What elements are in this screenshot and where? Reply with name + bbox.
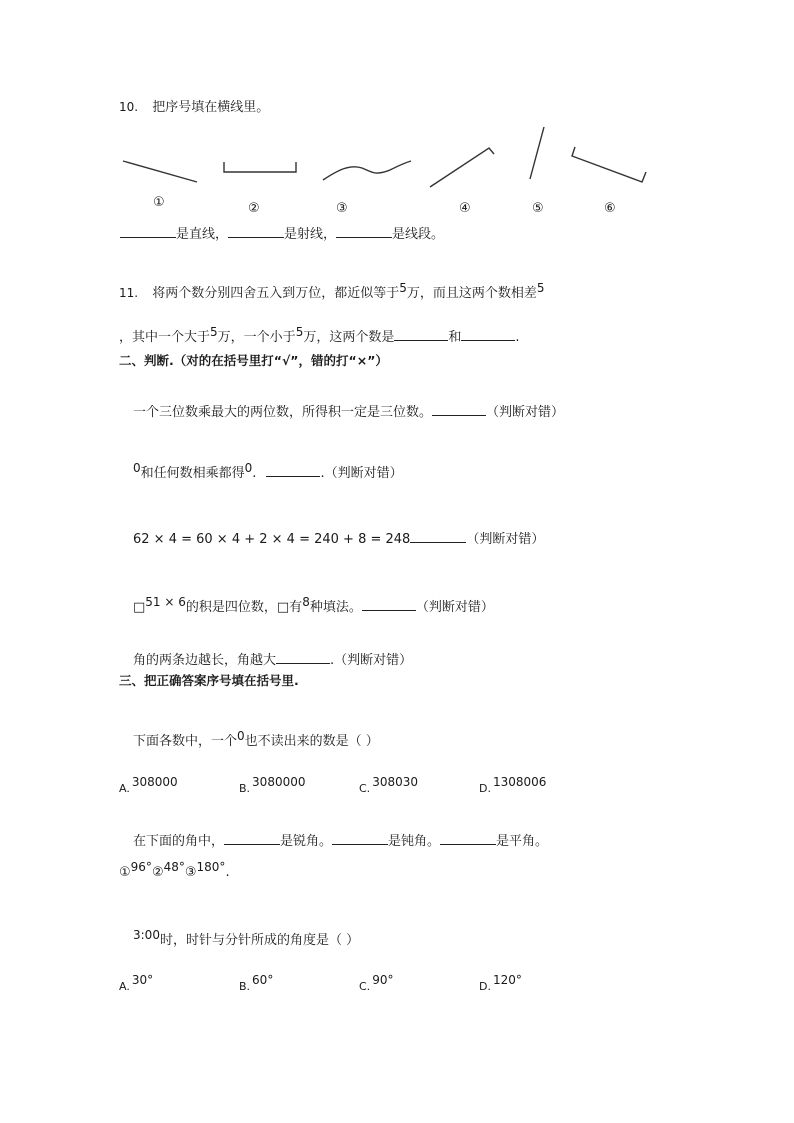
- judge-item-5: [133, 651, 412, 667]
- figure-label-4: ④: [459, 201, 471, 216]
- value-zero: 0: [244, 461, 253, 475]
- judge-suffix: （判断对错）: [415, 600, 494, 615]
- answer-blank[interactable]: [440, 832, 496, 845]
- option-b[interactable]: [239, 775, 306, 795]
- option-letter: B.: [239, 980, 251, 993]
- option-letter: C.: [359, 980, 371, 993]
- option-letter: D.: [479, 980, 491, 993]
- marker-3: ③: [184, 865, 197, 880]
- judge-text: 和任何数相乘都得: [140, 466, 245, 481]
- option-c[interactable]: [359, 775, 418, 795]
- question-text: 下面各数中，一个: [133, 734, 238, 749]
- choice-question-2: [133, 832, 548, 848]
- time-value: 3:00: [133, 928, 160, 942]
- judge-expression: 51 × 6: [145, 595, 186, 609]
- judge-expression: 62 × 4 = 60 × 4 + 2 × 4 = 240 + 8 = 248: [133, 532, 411, 547]
- unit-wan: 万: [406, 286, 420, 301]
- q10-answer-line: [120, 225, 444, 241]
- section-2-title: 二、判断.（对的在括号里打“√”，错的打“×”）: [119, 353, 388, 368]
- line-figures: [0, 0, 794, 240]
- question-text: 是锐角。: [280, 834, 333, 849]
- judge-item-2: [133, 461, 403, 481]
- answer-text: 是直线，: [176, 227, 229, 242]
- option-a[interactable]: [119, 775, 178, 795]
- option-letter: C.: [359, 782, 371, 795]
- answer-blank[interactable]: [362, 598, 416, 611]
- option-letter: D.: [479, 782, 491, 795]
- figure-label-1: ①: [153, 195, 165, 210]
- question-text: 也不读出来的数是（ ）: [244, 734, 379, 749]
- unit-wan: 万: [303, 330, 317, 345]
- judge-text: 的积是四位数，□有: [185, 600, 303, 615]
- answer-text: 是线段。: [392, 227, 445, 242]
- option-value: 60°: [252, 973, 274, 987]
- value-zero: 0: [133, 461, 141, 475]
- angle-value: 48°: [163, 860, 185, 874]
- value-zero: 0: [237, 729, 245, 743]
- figure-label-6: ⑥: [604, 201, 616, 216]
- answer-blank[interactable]: [224, 832, 280, 845]
- figure-label-3: ③: [336, 201, 348, 216]
- figure-label-5: ⑤: [532, 201, 544, 216]
- option-letter: A.: [119, 980, 130, 993]
- answer-blank[interactable]: [276, 651, 330, 664]
- figure-6-segment: [572, 147, 646, 182]
- option-letter: A.: [119, 782, 130, 795]
- answer-blank[interactable]: [120, 225, 176, 238]
- judge-suffix: .（判断对错）: [320, 466, 403, 481]
- answer-blank[interactable]: [228, 225, 284, 238]
- option-b[interactable]: [239, 973, 274, 993]
- option-value: 1308006: [492, 775, 547, 789]
- judge-text: 一个三位数乘最大的两位数，所得积一定是三位数。: [133, 405, 433, 420]
- judge-text: 种填法。: [309, 600, 362, 615]
- answer-blank[interactable]: [336, 225, 392, 238]
- choice-question-3: [133, 928, 360, 948]
- figure-1-line: [123, 161, 197, 182]
- judge-item-3: [133, 530, 544, 546]
- angle-list: [119, 860, 230, 880]
- option-letter: B.: [239, 782, 251, 795]
- question-text: 时，时针与分针所成的角度是（ ）: [159, 933, 360, 948]
- judge-item-4: [133, 595, 494, 615]
- question-11: [119, 281, 545, 301]
- marker-1: ①: [119, 865, 131, 880]
- figure-3-curve: [323, 161, 411, 180]
- question-number: 11.: [119, 286, 139, 300]
- question-text: 将两个数分别四舍五入到万位，都近似等于: [152, 286, 400, 301]
- blank-box: □: [133, 600, 146, 615]
- judge-text: 角的两条边越长，角越大: [133, 653, 277, 668]
- question-text: .: [515, 330, 520, 345]
- option-value: 308030: [372, 775, 418, 789]
- answer-blank[interactable]: [410, 530, 466, 543]
- question-text: ，其中一个大于: [119, 330, 211, 345]
- figure-2-segment: [224, 162, 296, 172]
- question-text: 在下面的角中，: [133, 834, 225, 849]
- value-5: 5: [210, 325, 218, 339]
- answer-blank[interactable]: [461, 328, 515, 341]
- angle-value: 180°: [196, 860, 226, 874]
- choice-question-1: [133, 729, 379, 749]
- answer-blank[interactable]: [394, 328, 448, 341]
- question-text: 是平角。: [496, 834, 549, 849]
- section-3-title: 三、把正确答案序号填在括号里.: [119, 673, 299, 688]
- option-value: 120°: [492, 973, 522, 987]
- question-text: 和: [448, 330, 462, 345]
- value-5: 5: [536, 281, 545, 295]
- angle-value: 96°: [130, 860, 152, 874]
- option-d[interactable]: [479, 775, 547, 795]
- value-5: 5: [399, 281, 407, 295]
- end-dot: .: [225, 865, 230, 880]
- question-text: ，这两个数是: [316, 330, 395, 345]
- marker-2: ②: [151, 865, 164, 880]
- option-value: 3080000: [252, 775, 306, 789]
- figure-5-line: [530, 127, 544, 179]
- question-number: 10.: [119, 100, 139, 114]
- question-text: ，一个小于: [230, 330, 296, 345]
- value-5: 5: [295, 325, 304, 339]
- answer-blank[interactable]: [266, 464, 320, 477]
- figure-label-2: ②: [248, 201, 260, 216]
- option-a[interactable]: [119, 973, 154, 993]
- value-eight: 8: [302, 595, 310, 609]
- answer-text: 是射线，: [284, 227, 337, 242]
- option-value: 30°: [131, 973, 154, 987]
- option-c[interactable]: [359, 973, 394, 993]
- option-value: 308000: [131, 775, 178, 789]
- judge-suffix: （判断对错）: [466, 532, 545, 547]
- question-text: 是钝角。: [388, 834, 441, 849]
- judge-item-1: [133, 403, 564, 419]
- answer-blank[interactable]: [332, 832, 388, 845]
- judge-suffix: （判断对错）: [486, 405, 565, 420]
- judge-suffix: .（判断对错）: [330, 653, 413, 668]
- question-11-line2: [119, 325, 520, 345]
- figure-4-ray: [430, 148, 494, 187]
- question-text: ，而且这两个数相差: [419, 286, 537, 301]
- answer-blank[interactable]: [432, 403, 486, 416]
- question-text: 把序号填在横线里。: [152, 100, 270, 115]
- option-value: 90°: [372, 973, 394, 987]
- judge-text: .: [252, 466, 257, 481]
- option-d[interactable]: [479, 973, 522, 993]
- unit-wan: 万: [217, 330, 231, 345]
